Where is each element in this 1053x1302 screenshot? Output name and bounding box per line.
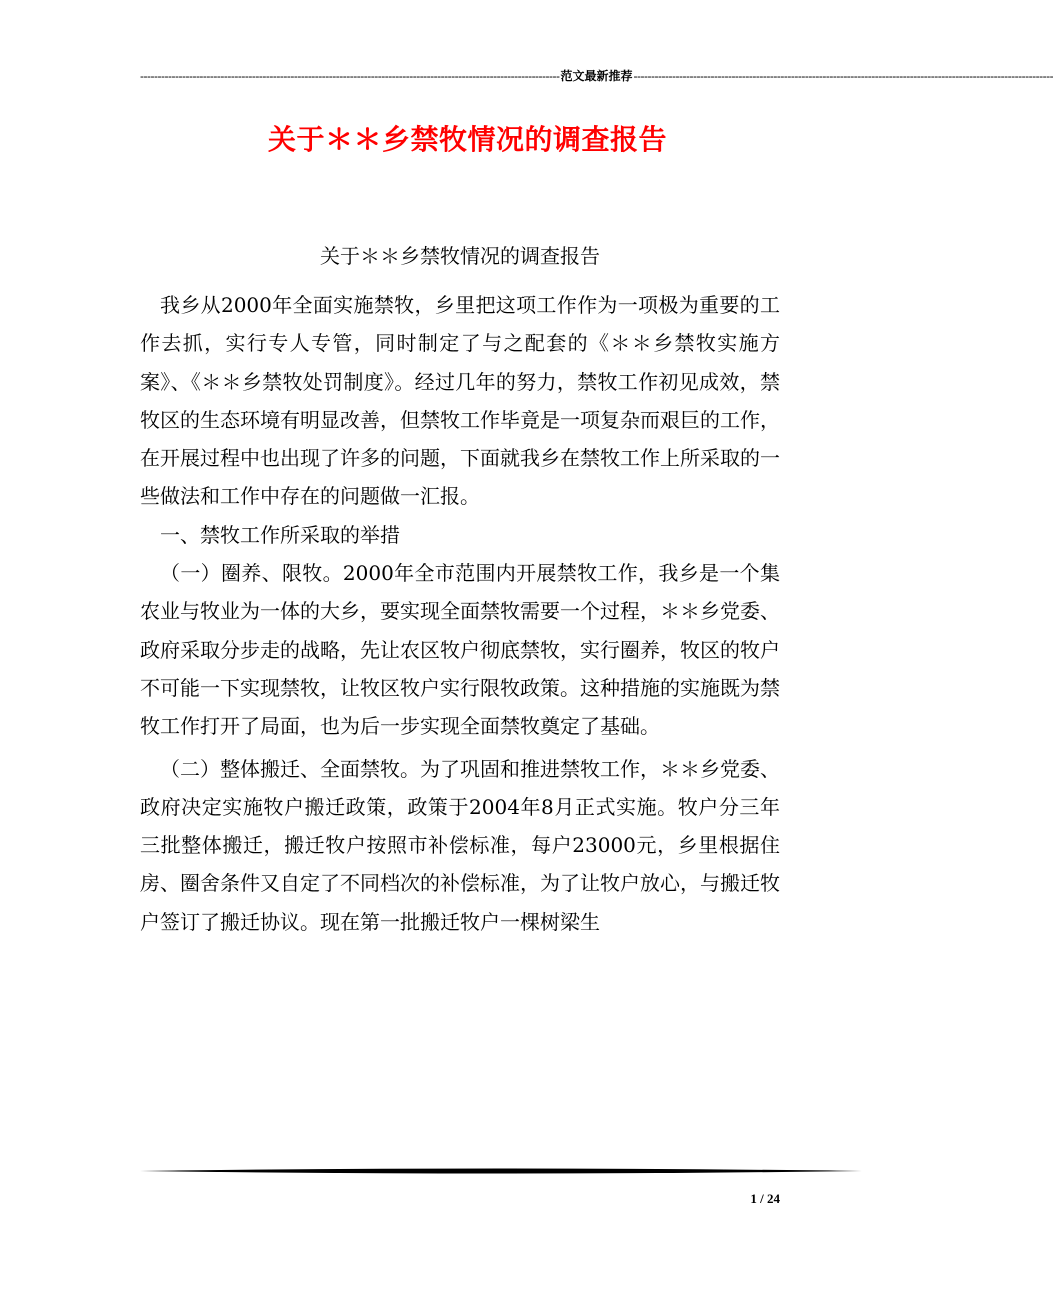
header-dashes-right: ------------------------------------------------------------------------------------------------------------------------ <box>633 69 1053 83</box>
paragraph-intro: 我乡从2000年全面实施禁牧，乡里把这项工作作为一项极为重要的工作去抓，实行专人专管，同时制定了与之配套的《＊＊乡禁牧实施方案》、《＊＊乡禁牧处罚制度》。经过几年的努力，禁牧工作初见成效，禁牧区的生态环境有明显改善，但禁牧工作毕竟是一项复杂而艰巨的工作，在开展过程中也出现了许多的问题，下面就我乡在禁牧工作上所采取的一些做法和工作中存在的问题做一汇报。 <box>140 293 780 509</box>
header-line <box>140 68 1053 84</box>
footer-rule <box>140 1167 862 1175</box>
document-subtitle: 关于＊＊乡禁牧情况的调查报告 <box>320 244 600 268</box>
section-heading-1: 一、禁牧工作所采取的举措 <box>160 522 400 547</box>
paragraph-measure-1: （一）圈养、限牧。2000年全市范围内开展禁牧工作，我乡是一个集农业与牧业为一体的大乡，要实现全面禁牧需要一个过程，＊＊乡党委、政府采取分步走的战略，先让农区牧户彻底禁牧，实行圈养，牧区的牧户不可能一下实现禁牧，让牧区牧户实行限牧政策。这种措施的实施既为禁牧工作打开了局面，也为后一步实现全面禁牧奠定了基础。 <box>140 561 780 739</box>
page-number: 1 / 24 <box>750 1191 780 1206</box>
header-label: 范文最新推荐 <box>560 69 633 83</box>
header-dashes-left: ------------------------------------------------------------------------------------------------------------------------ <box>140 69 560 83</box>
document-title: 关于＊＊乡禁牧情况的调查报告 <box>267 123 667 156</box>
paragraph-measure-2: （二）整体搬迁、全面禁牧。为了巩固和推进禁牧工作，＊＊乡党委、政府决定实施牧户搬迁政策，政策于2004年8月正式实施。牧户分三年三批整体搬迁，搬迁牧户按照市补偿标准，每户23000元，乡里根据住房、圈舍条件又自定了不同档次的补偿标准，为了让牧户放心，与搬迁牧户签订了搬迁协议。现在第一批搬迁牧户一棵树梁生 <box>140 756 780 934</box>
document-body <box>140 286 780 941</box>
